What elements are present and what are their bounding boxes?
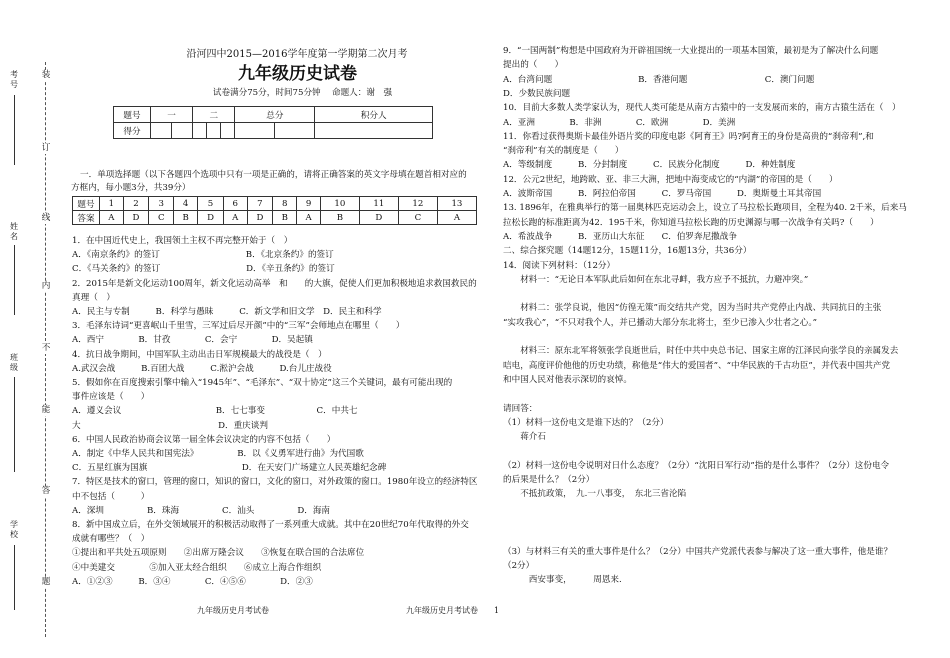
score-input-cell[interactable]: [315, 123, 433, 139]
field-line-exam-number[interactable]: [14, 95, 15, 165]
question-line: A．深圳 B．珠海 C．汕头 D．海南: [72, 505, 331, 516]
question-line: 唁电，高度评价他他的历史功绩，称他是“伟大的爱国者”、“中华民族的千古功臣”，并代表中国共产党: [503, 360, 891, 371]
binding-char: 题: [41, 577, 51, 587]
question-line: 5．假如你在百度搜索引擎中输入“1945年”、“毛泽东”、“双十协定”这三个关键词，最有可能出现的: [72, 378, 453, 388]
question-line: ①提出和平共处五项原则 ②出席万隆会议 ③恢复在联合国的合法席位: [72, 548, 365, 559]
answer-table-header-cell: 7: [247, 197, 273, 211]
answer-cell[interactable]: A: [100, 211, 124, 225]
answer-table-header-cell: 10: [320, 197, 359, 211]
question-line: C．《马关条约》的签订 D．《辛丑条约》的签订: [72, 264, 335, 275]
question-line: 4．抗日战争期间，中国军队主动出击日军规模最大的战役是（ ）: [72, 349, 327, 360]
binding-char: 线: [41, 213, 51, 223]
question-line: 事件应该是（ ）: [72, 392, 150, 403]
score-input-cell[interactable]: [151, 123, 172, 139]
question-line: 材料三：原东北军将领张学良逝世后，时任中共中央总书记、国家主席的江泽民向张学良的亲属发去: [503, 346, 899, 357]
question-line: D．少数民族问题: [503, 88, 571, 99]
question-line: A．制定《中华人民共和国宪法》 B．以《义勇军进行曲》为代国歌: [72, 449, 364, 459]
score-input-cell[interactable]: [193, 123, 207, 139]
question-line: A．①②③ B．③④ C．④⑤⑥ D．②③: [72, 576, 313, 587]
question-line: A．台湾问题 B．香港问题 C．澳门问题: [503, 74, 815, 85]
field-label-exam-number: 考号: [10, 70, 18, 89]
question-line: A．波斯帝国 B．阿拉伯帝国 C．罗马帝国 D．奥斯曼土耳其帝国: [503, 189, 822, 199]
score-input-cell[interactable]: [235, 123, 275, 139]
answer-table-header-cell: 9: [297, 197, 321, 211]
question-line: 6．中国人民政治协商会议第一届全体会议决定的内容不包括（ ）: [72, 434, 336, 445]
question-line: 10．目前大多数人类学家认为，现代人类可能是从南方古猿中的一支发展而来的，南方古猿生活在（ ）: [503, 103, 901, 114]
binding-char: 订: [41, 143, 51, 153]
answer-table-header-cell: 2: [123, 197, 149, 211]
answer-table-header-cell: 6: [223, 197, 247, 211]
question-line: A．《南京条约》的签订 B．《北京条约》的签订: [72, 250, 334, 261]
answer-cell[interactable]: D: [123, 211, 149, 225]
answer-cell[interactable]: B: [320, 211, 359, 225]
answer-cell[interactable]: B: [273, 211, 297, 225]
score-input-cell[interactable]: [221, 123, 235, 139]
question-line: 12．公元2世纪，地跨欧、亚、非三大洲，把地中海变成它的“内湖”的帝国的是（ ）: [503, 174, 838, 185]
answer-cell[interactable]: C: [398, 211, 437, 225]
binding-char: 装: [41, 70, 51, 80]
question-line: 蒋介石: [503, 432, 546, 443]
answer-table: [72, 196, 477, 225]
question-line: 拉松长跑的标准距离为42．195千米，你知道马拉松长跑的历史渊源与哪一次战争有关吗?（ ）: [503, 217, 879, 228]
score-table-row: [114, 107, 433, 123]
question-line: 1．在中国近代史上，我国领土主权不再完整开始于（ ）: [72, 236, 293, 246]
question-line: 请回答：: [503, 403, 538, 414]
question-line: 和中国人民对他表示深切的哀悼。: [503, 374, 632, 385]
question-line: “刹帝利”有关的制度是（ ）: [503, 146, 624, 157]
question-line: （3）与材料三有关的重大事件是什么？（2分）中国共产党派代表参与解决了这一重大事件，他是谁？: [503, 546, 893, 557]
question-line: A.武汉会战 B.百团大战 C.淞沪会战 D.台儿庄战役: [72, 363, 332, 374]
question-line: 二、综合探究题（14题12分，15题11分，16题13分，共36分）: [503, 246, 752, 257]
question-line: “实攻我心”，“不只对我个人，并已播动大部分东北将士，至少已渗入少壮者之心。”: [503, 317, 818, 328]
answer-table-header-cell: 13: [437, 197, 476, 211]
score-input-cell[interactable]: [207, 123, 221, 139]
question-line: 2．2015年是新文化运动100周年，新文化运动高举 和 的大旗，促使人们更加积极地追求救国救民的: [72, 278, 477, 289]
section-intro: 一．单项选择题（以下各题四个选项中只有一项是正确的，请将正确答案的英文字母填在题首相对应的: [80, 170, 467, 180]
page-title: 九年级历史试卷: [238, 64, 357, 84]
binding-char: 能: [41, 405, 51, 415]
answer-table-header-cell: 8: [273, 197, 297, 211]
field-line-name[interactable]: [14, 245, 15, 315]
answer-cell[interactable]: C: [149, 211, 174, 225]
question-line: 不抵抗政策， 九.一八事变， 东北三省沦陷: [503, 489, 687, 500]
footer-left: 九年级历史月考试卷: [197, 606, 269, 615]
answer-table-header-cell: 题号: [73, 197, 100, 211]
binding-char: 答: [41, 486, 51, 496]
question-line: 3．毛泽东诗词“更喜岷山千里雪，三军过后尽开颜”中的“三军”会师地点在哪里（ ）: [72, 321, 405, 332]
question-line: 7．特区是技术的窗口，管理的窗口，知识的窗口，文化的窗口，对外政策的窗口。1980年设立的经济特区: [72, 477, 478, 488]
answer-table-header-cell: 5: [198, 197, 224, 211]
score-table-cell: 积分人: [315, 107, 433, 123]
answer-cell[interactable]: D: [247, 211, 273, 225]
answer-table-header-cell: 11: [359, 197, 398, 211]
answer-cell[interactable]: B: [174, 211, 198, 225]
question-line: ④中美建交 ⑤加入亚太经合组织 ⑥成立上海合作组织: [72, 562, 322, 573]
score-table-cell: 总分: [235, 107, 315, 123]
answer-table-row: [73, 211, 477, 225]
score-table: [113, 106, 433, 139]
question-line: 14．阅读下列材料：（12分）: [503, 260, 616, 271]
question-line: （2分）: [503, 560, 535, 571]
answer-table-header-cell: 12: [398, 197, 437, 211]
answer-table-header-cell: 4: [174, 197, 198, 211]
field-label-class: 班级: [10, 353, 18, 372]
question-line: 西安事变， 周恩来.: [503, 575, 622, 586]
answer-table-header-cell: 1: [100, 197, 124, 211]
question-line: 提出的（ ）: [503, 60, 564, 71]
question-line: A．等级制度 B．分封制度 C．民族分化制度 D．种姓制度: [503, 160, 796, 171]
question-line: 大 D．重庆谈判: [72, 420, 268, 431]
binding-char: 不: [41, 343, 51, 353]
score-table-cell: 一: [151, 107, 193, 123]
answer-cell[interactable]: A: [223, 211, 247, 225]
answer-cell[interactable]: D: [198, 211, 224, 225]
question-line: （2）材料一这份电令说明对日什么态度？（2分）“沈阳日军行动”指的是什么事件？（2分）这份电令: [503, 460, 890, 471]
answer-cell[interactable]: A: [297, 211, 321, 225]
binding-char: 内: [41, 281, 51, 291]
question-line: 成就有哪些？（ ）: [72, 534, 150, 545]
score-input-cell[interactable]: [275, 123, 315, 139]
question-line: 材料一：“无论日本军队此后如何在东北寻衅，我方应予不抵抗，力避冲突。”: [503, 274, 809, 285]
answer-cell[interactable]: A: [437, 211, 476, 225]
school-exam-title: 沿河四中2015—2016学年度第一学期第二次月考: [186, 49, 408, 60]
answer-table-label-cell: 答案: [73, 211, 100, 225]
footer-right: 九年级历史月考试卷 1: [406, 606, 500, 615]
score-table-cell: 得分: [114, 123, 151, 139]
score-table-cell: 二: [193, 107, 235, 123]
score-table-cell: 题号: [114, 107, 151, 123]
field-label-name: 姓名: [10, 222, 18, 241]
score-input-cell[interactable]: [172, 123, 193, 139]
question-line: A．西宁 B．甘孜 C．会宁 D．吴起镇: [72, 335, 313, 346]
question-line: 11．你看过获得奥斯卡最佳外语片奖的印度电影《阿育王》吗?阿育王的身份是高贵的“刹帝利”,和: [503, 131, 874, 142]
field-label-school: 学校: [10, 520, 18, 539]
question-line: （1）材料一这份电文是谁下达的？（2分）: [503, 417, 669, 428]
score-table-row: [114, 123, 433, 139]
question-line: C．五星红旗为国旗 D．在天安门广场建立人民英雄纪念碑: [72, 463, 387, 474]
field-line-class[interactable]: [14, 377, 15, 472]
question-line: 13. 1896年，在雅典举行的第一届奥林匹克运动会上，设立了马拉松长跑项目，全程为40. 2千米，后来马: [503, 203, 907, 214]
question-line: 真理（ ）: [72, 292, 115, 303]
question-line: A．民主与专制 B．科学与愚昧 C．新文学和旧文学 D．民主和科学: [72, 307, 382, 317]
section-intro: 方框内，每小题3分，共39分）: [71, 183, 191, 193]
question-line: A．亚洲 B．非洲 C．欧洲 D．美洲: [503, 117, 736, 128]
answer-table-row: [73, 197, 477, 211]
question-line: 的后果是什么？（2分）: [503, 475, 595, 485]
question-line: 材料二：张学良说，他因“仿徨无策”而交结共产党，因为当时共产党停止内战、共同抗日的主张: [503, 303, 882, 314]
question-line: A．希波战争 B．亚历山大东征 C．伯罗奔尼撒战争: [503, 231, 737, 242]
question-line: A．遵义会议 B．七七事变 C．中共七: [72, 406, 358, 417]
answer-table-header-cell: 3: [149, 197, 174, 211]
question-line: 8．新中国成立后，在外交领域展开的积极活动取得了一系列重大成就。其中在20世纪70年代取得的外交: [72, 520, 469, 530]
question-line: 中不包括（ ）: [72, 491, 150, 502]
field-line-school[interactable]: [14, 545, 15, 610]
answer-cell[interactable]: D: [359, 211, 398, 225]
exam-info: 试卷满分75分，时间75分钟 命题人：谢 强: [212, 88, 393, 98]
question-line: 9．“一国两制”构想是中国政府为开辟祖国统一大业提出的一项基本国策，最初是为了解决什么问题: [503, 46, 879, 56]
